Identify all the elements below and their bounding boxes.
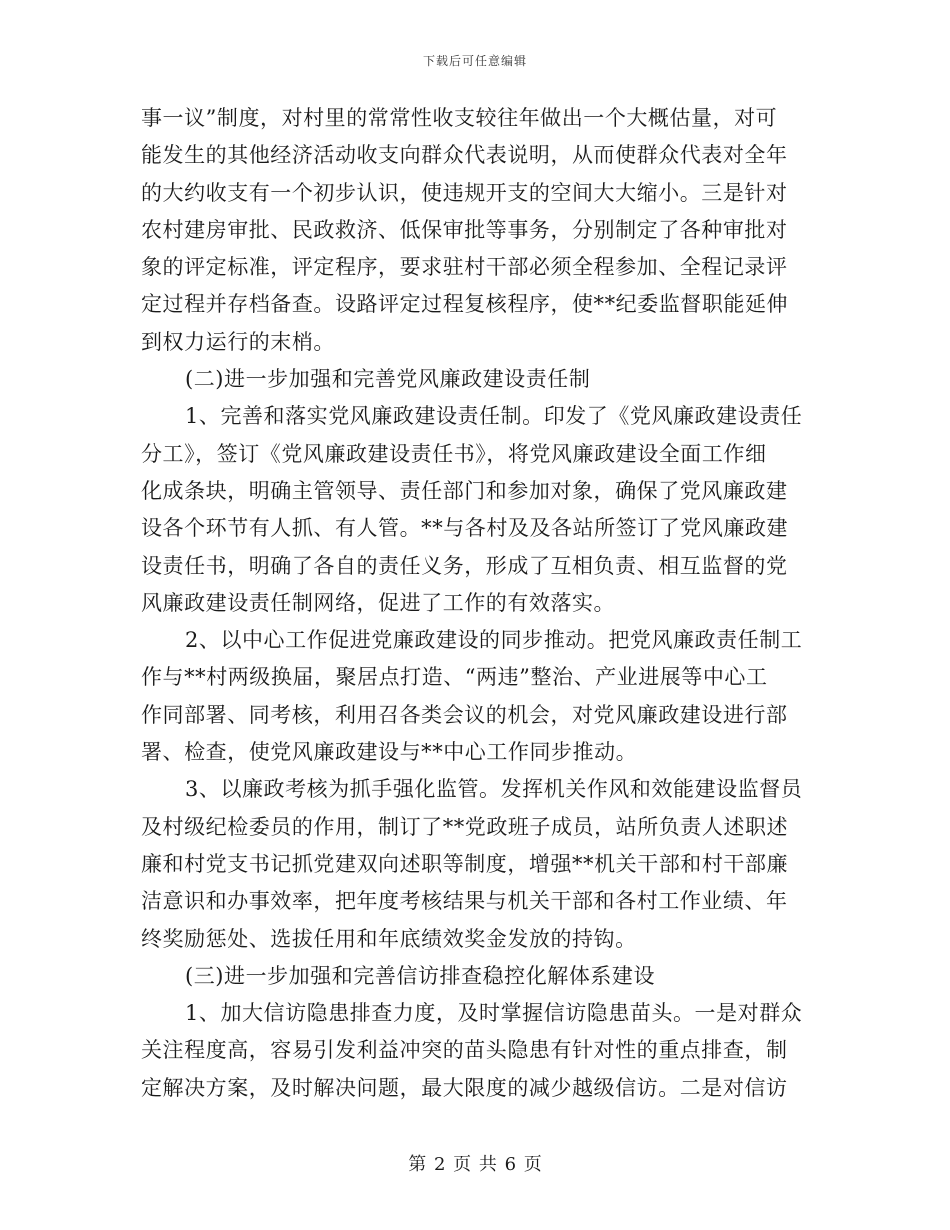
paragraph-first-line: (三)进一步加强和完善信访排查稳控化解体系建设	[185, 963, 656, 988]
paragraph-line: 廉和村党支书记抓党建双向述职等制度，增强**机关干部和村干部廉	[141, 851, 789, 876]
paragraph-line: 定过程并存档备查。设路评定过程复核程序，使**纪委监督职能延伸	[141, 292, 789, 317]
paragraph-line: 终奖励惩处、选拔任用和年底绩效奖金发放的持钩。	[141, 926, 637, 951]
page-header: 下载后可任意编辑	[422, 54, 527, 68]
paragraph-line: 的大约收支有一个初步认识，使违规开支的空间大大缩小。三是针对	[141, 180, 788, 205]
paragraph-line: 农村建房审批、民政救济、低保审批等事务，分别制定了各种审批对	[141, 217, 788, 242]
paragraph-line: 到权力运行的末梢。	[141, 329, 335, 354]
paragraph-first-line: 1、完善和落实党风廉政建设责任制。印发了《党风廉政建设责任	[185, 404, 803, 429]
paragraph-line: 能发生的其他经济活动收支向群众代表说明，从而使群众代表对全年	[141, 143, 788, 168]
paragraph-line: 事一议”制度，对村里的常常性收支较往年做出一个大概估量，对可	[141, 106, 778, 130]
paragraph-line: 洁意识和办事效率，把年度考核结果与机关干部和各村工作业绩、年	[141, 889, 788, 914]
paragraph-line: 风廉政建设责任制网络，促进了工作的有效落实。	[141, 590, 616, 615]
paragraph-line: 关注程度高，容易引发利益冲突的苗头隐患有针对性的重点排查，制	[141, 1038, 788, 1063]
paragraph-line: 设责任书，明确了各自的责任义务，形成了互相负责、相互监督的党	[141, 553, 788, 578]
paragraph-line: 化成条块，明确主管领导、责任部门和参加对象，确保了党风廉政建	[141, 478, 788, 503]
paragraph-line: 作同部署、同考核，利用召各类会议的机会，对党风廉政建设进行部	[141, 702, 788, 727]
paragraph-line: 署、检查，使党风廉政建设与**中心工作同步推动。	[141, 740, 638, 765]
paragraph-line: 设各个环节有人抓、有人管。**与各村及及各站所签订了党风廉政建	[141, 516, 789, 541]
paragraph-first-line: 3、以廉政考核为抓手强化监管。发挥机关作风和效能建设监督员	[185, 777, 803, 802]
paragraph-line: 作与**村两级换届，聚居点打造、“两违”整治、产业进展等中心工	[141, 665, 768, 690]
paragraph-line: 及村级纪检委员的作用，制订了**党政班子成员，站所负责人述职述	[141, 814, 789, 839]
paragraph-first-line: 1、加大信访隐患排查力度，及时掌握信访隐患苗头。一是对群众	[185, 1001, 803, 1026]
paragraph-line: 分工》，签订《党风廉政建设责任书》，将党风廉政建设全面工作细	[141, 441, 767, 466]
paragraph-line: 象的评定标准，评定程序，要求驻村干部必须全程参加、全程记录评	[141, 255, 788, 280]
page-number-footer: 第 2 页 共 6 页	[408, 1154, 542, 1175]
paragraph-first-line: (二)进一步加强和完善党风廉政建设责任制	[185, 367, 591, 392]
document-body	[141, 100, 809, 1107]
paragraph-first-line: 2、以中心工作促进党廉政建设的同步推动。把党风廉政责任制工	[185, 628, 803, 653]
paragraph-line: 定解决方案，及时解决问题，最大限度的减少越级信访。二是对信访	[141, 1075, 788, 1100]
